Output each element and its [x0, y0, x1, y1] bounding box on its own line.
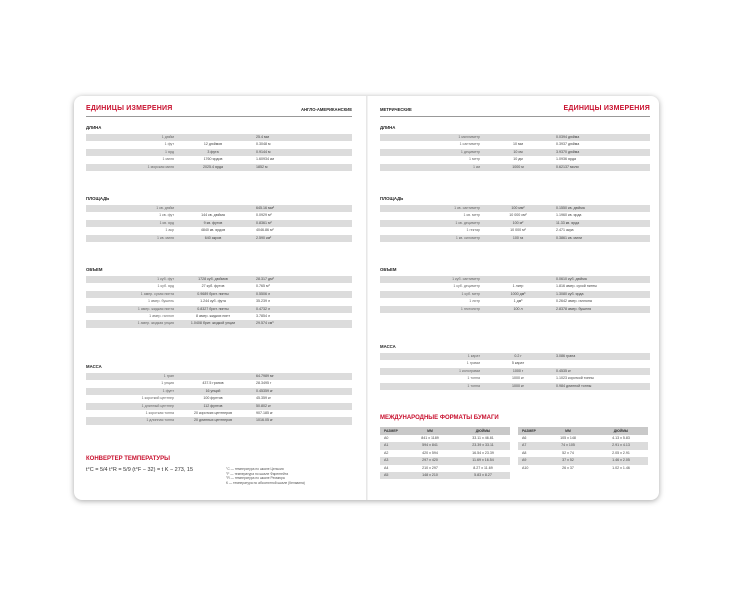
paper-mm-cell: 297 x 420 — [422, 458, 438, 463]
unit-table — [380, 353, 650, 390]
temperature-notes — [226, 467, 305, 485]
unit-table — [86, 205, 352, 242]
equivalent-cell: 112 фунтов — [203, 403, 223, 408]
paper-header-size: РАЗМЕР — [522, 429, 536, 433]
paper-row — [380, 472, 510, 479]
table-row — [86, 380, 352, 387]
conversion-cell: 29.574 см³ — [256, 321, 274, 326]
table-row — [380, 360, 650, 367]
unit-cell: 1 акр — [165, 228, 174, 233]
table-row — [380, 235, 650, 242]
conversion-cell: 907.185 кг — [256, 410, 273, 415]
unit-cell: 1 грамм — [466, 361, 480, 366]
conversion-cell: 1016.05 кг — [256, 418, 273, 423]
unit-cell: 1 кв. миля — [157, 235, 174, 240]
unit-table — [86, 134, 352, 171]
conversion-cell: 3.7854 л — [256, 313, 271, 318]
temperature-note: °F — температура по шкале Фаренгейта — [226, 471, 289, 476]
conversion-cell: 0.0394 дюйма — [556, 135, 580, 139]
paper-row — [518, 450, 648, 457]
conversion-cell: 0.0929 м² — [256, 213, 272, 218]
paper-mm-cell: 105 x 148 — [560, 436, 576, 440]
equivalent-cell: 100 мм² — [511, 206, 525, 210]
unit-cell: 1 кв. дюйм — [156, 206, 174, 210]
equivalent-cell: 100 л — [513, 306, 523, 311]
conversion-cell: 28.317 дм³ — [256, 277, 274, 281]
section-title: ПЛОЩАДЬ — [86, 196, 110, 201]
equivalent-cell: 10 см — [513, 149, 523, 154]
table-row — [86, 156, 352, 163]
section-title: ДЛИНА — [86, 125, 102, 130]
table-row — [86, 220, 352, 227]
conversion-cell: 64.7989 мг — [256, 374, 274, 378]
conversion-cell: 45.359 кг — [256, 396, 271, 401]
equivalent-cell: 5 карат — [511, 361, 525, 366]
left-page — [86, 96, 352, 500]
unit-cell: 1 тонна — [467, 383, 480, 388]
paper-mm-cell: 841 x 1189 — [421, 436, 439, 440]
table-row — [86, 417, 352, 424]
conversion-cell: 0.4535 кг — [556, 368, 571, 373]
table-row — [86, 205, 352, 212]
equivalent-cell: 0.2 г — [514, 354, 522, 358]
paper-size-cell: A7 — [522, 443, 527, 448]
table-row — [380, 298, 650, 305]
unit-cell: 1 короткий центнер — [141, 396, 174, 401]
unit-cell: 1 кв. километр — [455, 235, 480, 240]
unit-cell: 1 морская миля — [147, 164, 174, 169]
gutter — [366, 96, 368, 500]
conversion-cell: 645.16 мм² — [256, 206, 275, 210]
equivalent-cell: 1000 кг — [512, 376, 524, 381]
unit-cell: 1 короткая тонна — [145, 410, 174, 415]
paper-inch-cell: 1.02 x 1.46 — [612, 465, 630, 470]
conversion-cell: 4046.86 м² — [256, 228, 274, 233]
conversion-cell: 1.60934 км — [256, 157, 275, 162]
paper-row — [380, 450, 510, 457]
unit-cell: 1 гектар — [466, 228, 480, 233]
conversion-cell: 0.4732 л — [256, 306, 271, 311]
equivalent-cell: 100 га — [512, 235, 524, 240]
paper-header-size: РАЗМЕР — [384, 429, 398, 433]
conversion-cell: 0.45359 кг — [256, 388, 273, 393]
equivalent-cell: 640 акров — [204, 235, 222, 240]
paper-row — [518, 442, 648, 449]
conversion-cell: 0.3937 дюйма — [556, 142, 580, 147]
section-title: МАССА — [380, 344, 396, 349]
equivalent-cell: 1.0408 брит. жидкой унции — [190, 321, 236, 326]
unit-cell: 1 фунт — [162, 388, 174, 393]
unit-cell: 1 куб. метр — [461, 291, 480, 296]
conversion-cell: 25.4 мм — [256, 135, 269, 139]
table-row — [380, 164, 650, 171]
equivalent-cell: 10 мм — [513, 142, 523, 147]
equivalent-cell: 1000 г — [512, 368, 524, 373]
table-row — [380, 306, 650, 313]
temperature-note: °R — температура по шкале Реомюра — [226, 476, 285, 481]
unit-cell: 1 амер. галлон — [149, 313, 174, 318]
equivalent-cell: 10 000 м² — [510, 228, 526, 233]
section-title: ПЛОЩАДЬ — [380, 196, 404, 201]
table-row — [86, 164, 352, 171]
table-row — [86, 395, 352, 402]
equivalent-cell: 3 фута — [207, 149, 219, 154]
right-page-title: ЕДИНИЦЫ ИЗМЕРЕНИЯ — [563, 105, 650, 112]
equivalent-cell: 8 амер. жидких пинт — [196, 313, 230, 318]
table-row — [86, 306, 352, 313]
table-row — [86, 283, 352, 290]
temperature-title: КОНВЕРТЕР ТЕМПЕРАТУРЫ — [86, 456, 171, 462]
equivalent-cell: 1 дм³ — [513, 299, 523, 304]
paper-inch-cell: 11.69 x 16.54 — [472, 458, 494, 463]
paper-size-cell: A6 — [522, 436, 527, 440]
unit-table — [380, 276, 650, 313]
unit-cell: 1 метр — [469, 157, 480, 162]
equivalent-cell: 2025.4 ярда — [203, 164, 223, 169]
paper-size-cell: A4 — [384, 465, 389, 470]
paper-row — [380, 442, 510, 449]
equivalent-cell: 100 м² — [512, 220, 524, 225]
paper-mm-cell: 210 x 297 — [422, 465, 438, 470]
table-row — [86, 212, 352, 219]
equivalent-cell: 1 литр — [512, 284, 524, 289]
unit-cell: 1 фут — [164, 142, 174, 147]
conversion-cell: 0.1550 кв. дюйма — [556, 206, 585, 210]
equivalent-cell: 16 унций — [205, 388, 221, 393]
table-row — [86, 313, 352, 320]
conversion-cell: 0.3048 м — [256, 142, 271, 147]
table-row — [86, 149, 352, 156]
conversion-cell: 0.765 м³ — [256, 284, 270, 289]
paper-inch-cell: 4.13 x 5.83 — [612, 436, 630, 440]
section-title: ОБЪЕМ — [380, 267, 397, 272]
temperature-formula: t°C = 5/4 t°R = 5/9 (t°F − 32) = t K − 273, 15 — [86, 467, 194, 473]
unit-cell: 1 амер. сухая пинта — [140, 291, 174, 296]
equivalent-cell: 20 длинных центнеров — [193, 418, 233, 423]
equivalent-cell: 10 000 см² — [509, 213, 527, 218]
unit-cell: 1 кв. фут — [159, 213, 174, 218]
conversion-cell: 0.5506 л — [256, 291, 271, 296]
equivalent-cell: 27 куб. футов — [201, 284, 225, 289]
table-row — [380, 276, 650, 283]
paper-mm-cell: 420 x 594 — [422, 450, 438, 455]
unit-cell: 1 килограмм — [459, 368, 480, 373]
equivalent-cell: 1000 дм³ — [510, 291, 526, 296]
conversion-cell: 1.1023 короткой тонны — [556, 376, 594, 381]
table-row — [86, 388, 352, 395]
paper-mm-cell: 148 x 210 — [422, 472, 438, 477]
table-row — [380, 227, 650, 234]
equivalent-cell: 1728 куб. дюймов — [198, 277, 228, 281]
table-row — [380, 220, 650, 227]
table-row — [380, 156, 650, 163]
table-row — [86, 298, 352, 305]
unit-cell: 1 гран — [163, 374, 174, 378]
unit-cell: 1 дюйм — [161, 135, 174, 139]
unit-cell: 1 кв. дециметр — [455, 220, 480, 225]
table-row — [380, 383, 650, 390]
section-title: ДЛИНА — [380, 125, 396, 130]
paper-mm-cell: 52 x 74 — [562, 450, 574, 455]
table-row — [86, 235, 352, 242]
temperature-note: °C — температура по шкале Цельсия — [226, 467, 284, 471]
unit-cell: 1 амер. бушель — [148, 299, 174, 304]
conversion-cell: 1.3080 куб. ярда — [556, 291, 584, 296]
paper-mm-cell: 26 x 37 — [562, 465, 574, 470]
table-row — [380, 353, 650, 360]
temperature-note: К — температура по абсолютной шкале (Кельвина) — [226, 480, 305, 485]
table-row — [380, 134, 650, 141]
table-row — [380, 375, 650, 382]
conversion-cell: 0.2642 амер. галлона — [556, 299, 592, 304]
unit-cell: 1 амер. жидкая пинта — [137, 306, 174, 311]
table-row — [380, 205, 650, 212]
unit-table — [380, 134, 650, 171]
conversion-cell: 3.9370 дюйма — [556, 149, 580, 154]
paper-size-cell: A0 — [384, 436, 389, 440]
paper-size-cell: A8 — [522, 450, 527, 455]
conversion-cell: 11.33 кв. ярда — [556, 220, 580, 225]
table-row — [380, 212, 650, 219]
section-title: ОБЪЕМ — [86, 267, 103, 272]
equivalent-cell: 20 коротких центнеров — [193, 410, 233, 415]
paper-inch-cell: 23.39 x 33.11 — [472, 443, 494, 448]
table-row — [380, 141, 650, 148]
paper-size-cell: A5 — [384, 472, 389, 477]
section-title: МАССА — [86, 364, 102, 369]
equivalent-cell: 9 кв. футов — [203, 220, 223, 225]
equivalent-cell: 437.5 гранов — [202, 381, 224, 386]
equivalent-cell: 1000 м — [512, 164, 524, 169]
unit-cell: 1 длинный центнер — [141, 403, 174, 408]
conversion-cell: 0.0610 куб. дюйма — [556, 277, 587, 281]
unit-cell: 1 куб. сантиметр — [452, 277, 480, 281]
unit-cell: 1 сантиметр — [459, 142, 480, 147]
conversion-cell: 0.3861 кв. мили — [556, 235, 583, 240]
right-header — [380, 104, 650, 117]
conversion-cell: 2.8378 амер. бушеля — [556, 306, 592, 311]
table-row — [86, 373, 352, 380]
paper-size-cell: A3 — [384, 458, 389, 463]
paper-size-cell: A2 — [384, 450, 389, 455]
unit-cell: 1 дециметр — [460, 149, 480, 154]
conversion-cell: 0.984 длинной тонны — [556, 383, 592, 388]
conversion-cell: 2.471 акра — [556, 228, 574, 233]
paper-table-b — [518, 427, 648, 472]
equivalent-cell: 12 дюймов — [203, 142, 223, 147]
paper-row — [380, 457, 510, 464]
unit-cell: 1 км — [472, 164, 480, 169]
table-row — [380, 291, 650, 298]
unit-cell: 1 куб. фут — [157, 277, 174, 281]
unit-cell: 1 кв. сантиметр — [454, 206, 480, 210]
conversion-cell: 28.3495 г — [256, 381, 272, 386]
unit-cell: 1 кв. метр — [463, 213, 480, 218]
paper-mm-cell: 74 x 105 — [561, 443, 575, 448]
unit-cell: 1 миля — [162, 157, 174, 162]
paper-table-a — [380, 427, 510, 479]
paper-inch-cell: 8.27 x 11.69 — [473, 465, 493, 470]
conversion-cell: 1.816 амер. сухой пинты — [556, 284, 597, 289]
equivalent-cell: 4840 кв. ярдов — [200, 228, 226, 233]
paper-header-inches: ДЮЙМЫ — [613, 429, 629, 433]
table-row — [380, 283, 650, 290]
paper-header-inches: ДЮЙМЫ — [475, 429, 491, 433]
paper-row — [518, 465, 648, 472]
equivalent-cell: 10 дм — [513, 157, 523, 162]
paper-inch-cell: 5.83 x 8.27 — [474, 472, 492, 477]
unit-cell: 1 куб. ярд — [157, 284, 174, 289]
left-page-subtitle: АНГЛО-АМЕРИКАНСКИЕ — [300, 107, 352, 112]
equivalent-cell: 144 кв. дюйма — [201, 213, 225, 218]
table-row — [86, 403, 352, 410]
paper-size-cell: A1 — [384, 443, 389, 448]
paper-table-header — [380, 427, 510, 435]
paper-mm-cell: 37 x 52 — [562, 458, 574, 463]
paper-row — [518, 435, 648, 442]
table-row — [380, 368, 650, 375]
equivalent-cell: 100 фунтов — [203, 396, 223, 401]
conversion-cell: 35.239 л — [256, 299, 271, 304]
paper-table-header — [518, 427, 648, 435]
table-row — [86, 227, 352, 234]
paper-inch-cell: 33.11 x 46.81 — [472, 436, 494, 440]
unit-table — [380, 205, 650, 242]
paper-inch-cell: 1.46 x 2.05 — [612, 458, 630, 463]
left-header — [86, 104, 352, 117]
unit-cell: 1 ярд — [165, 149, 174, 154]
paper-a-rows — [380, 435, 510, 479]
equivalent-cell: 0.9689 брит. пинты — [197, 291, 229, 296]
paper-formats-title: МЕЖДУНАРОДНЫЕ ФОРМАТЫ БУМАГИ — [380, 415, 499, 421]
unit-cell: 1 длинная тонна — [146, 418, 174, 423]
right-page-subtitle: МЕТРИЧЕСКИЕ — [380, 107, 412, 112]
conversion-cell: 1.1960 кв. ярда — [556, 213, 582, 218]
paper-row — [380, 465, 510, 472]
conversion-cell: 0.8361 м² — [256, 220, 272, 225]
table-row — [86, 276, 352, 283]
unit-cell: 1 литр — [469, 299, 480, 304]
equivalent-cell: 1.244 куб. фута — [200, 299, 226, 304]
conversion-cell: 0.9144 м — [256, 149, 271, 154]
unit-cell: 1 тонна — [467, 376, 480, 381]
paper-inch-cell: 2.05 x 2.91 — [612, 450, 630, 455]
paper-inch-cell: 2.91 x 4.13 — [612, 443, 630, 448]
conversion-cell: 0.62137 мили — [556, 164, 579, 169]
unit-table — [86, 373, 352, 425]
paper-row — [380, 435, 510, 442]
unit-cell: 1 гектолитр — [460, 306, 480, 311]
unit-cell: 1 унция — [161, 381, 174, 386]
table-row — [86, 141, 352, 148]
equivalent-cell: 0.8327 брит. пинты — [197, 306, 229, 311]
paper-mm-cell: 594 x 841 — [422, 443, 438, 448]
conversion-cell: 3.086 грана — [556, 354, 576, 358]
equivalent-cell: 1760 ярдов — [203, 157, 223, 162]
unit-table — [86, 276, 352, 328]
paper-header-mm: ММ — [565, 429, 571, 433]
notebook-spread — [74, 96, 659, 500]
paper-size-cell: A10 — [522, 465, 529, 470]
equivalent-cell: 1000 кг — [512, 383, 524, 388]
unit-cell: 1 карат — [467, 354, 480, 358]
conversion-cell: 50.802 кг — [256, 403, 271, 408]
paper-inch-cell: 16.54 x 23.39 — [472, 450, 494, 455]
paper-row — [518, 457, 648, 464]
table-row — [86, 291, 352, 298]
paper-b-rows — [518, 435, 648, 472]
table-row — [86, 134, 352, 141]
conversion-cell: 2.590 км² — [256, 235, 272, 240]
unit-cell: 1 кв. ярд — [159, 220, 174, 225]
unit-cell: 1 амер. жидкая унция — [137, 321, 174, 326]
conversion-cell: 1.0936 ярда — [556, 157, 576, 162]
conversion-cell: 1852 м — [256, 164, 268, 169]
left-page-title: ЕДИНИЦЫ ИЗМЕРЕНИЯ — [86, 105, 173, 112]
right-page — [380, 96, 650, 500]
table-row — [86, 320, 352, 327]
paper-header-mm: ММ — [427, 429, 433, 433]
table-row — [380, 149, 650, 156]
unit-cell: 1 куб. дециметр — [453, 284, 480, 289]
table-row — [86, 410, 352, 417]
unit-cell: 1 миллиметр — [458, 135, 480, 139]
paper-size-cell: A9 — [522, 458, 527, 463]
